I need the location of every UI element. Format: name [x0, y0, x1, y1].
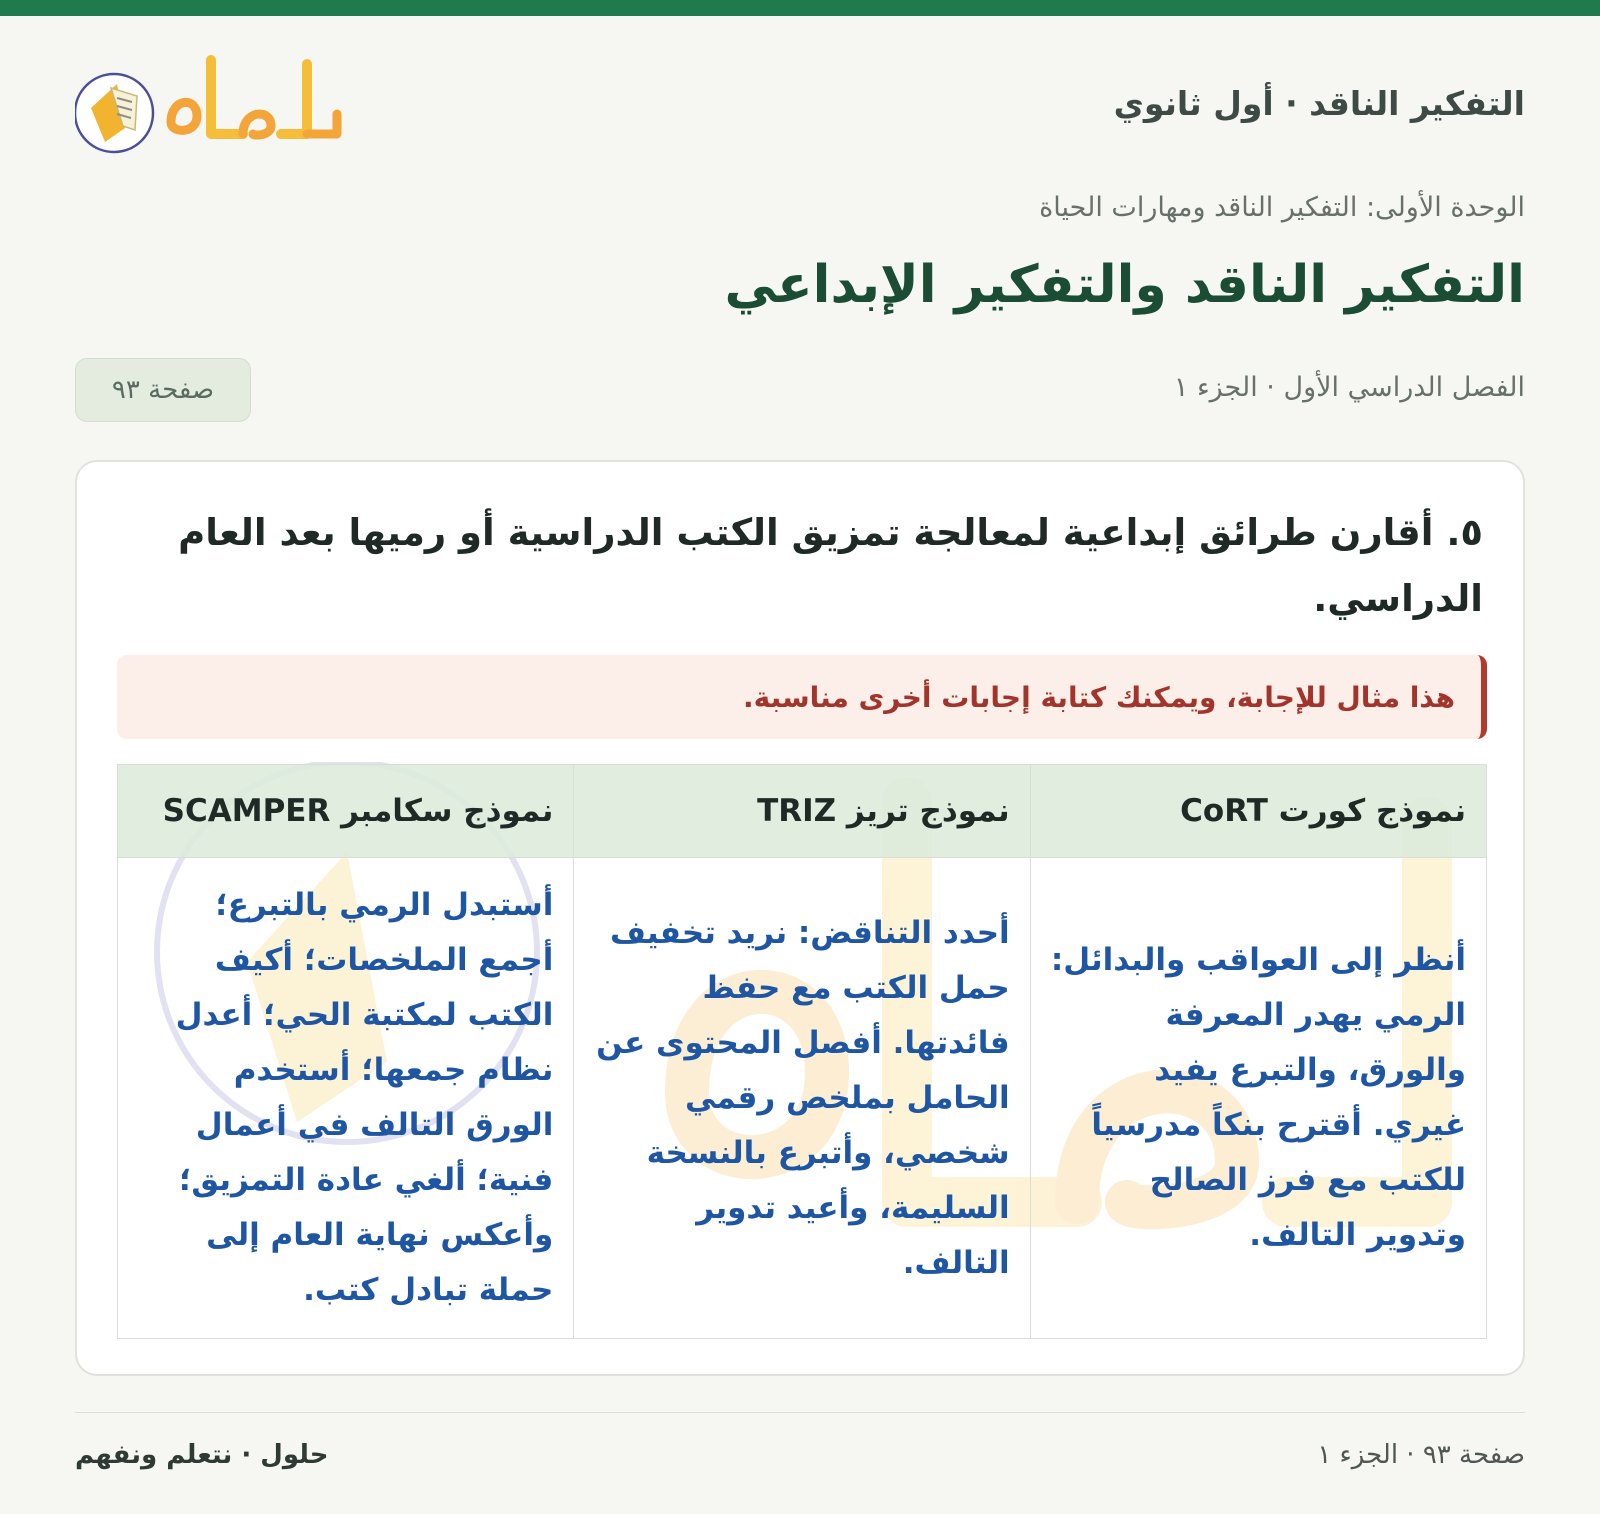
page-number-badge: صفحة ٩٣ [75, 358, 251, 422]
course-title: التفكير الناقد · أول ثانوي [1113, 84, 1525, 123]
question-text: ٥. أقارن طرائق إبداعية لمعالجة تمزيق الكتب الدراسية أو رميها بعد العام الدراسي. [178, 511, 1483, 620]
header-triz: نموذج تريز TRIZ [574, 765, 1030, 858]
lesson-title: التفكير الناقد والتفكير الإبداعي [724, 255, 1525, 315]
cell-triz: أحدد التناقض: نريد تخفيف حمل الكتب مع حفظ فائدتها. أفصل المحتوى عن الحامل بملخص رقمي شخصي، وأتبرع بالنسخة السليمة، وأعيد تدوير التالف. [574, 858, 1030, 1339]
cell-scamper: أستبدل الرمي بالتبرع؛ أجمع الملخصات؛ أكيف الكتب لمكتبة الحي؛ أعدل نظام جمعها؛ أستخدم الورق التالف في أعمال فنية؛ ألغي عادة التمزيق؛ وأعكس نهاية العام إلى حملة تبادل كتب. [118, 858, 574, 1339]
note-text: هذا مثال للإجابة، ويمكنك كتابة إجابات أخرى مناسبة. [743, 680, 1455, 714]
comparison-table [117, 764, 1487, 1339]
question-card [75, 460, 1525, 1376]
header-scamper: نموذج سكامبر SCAMPER [118, 765, 574, 858]
cell-cort: أنظر إلى العواقب والبدائل: الرمي يهدر المعرفة والورق، والتبرع يفيد غيري. أقترح بنكاً مدرسياً للكتب مع فرز الصالح وتدوير التالف. [1030, 858, 1486, 1339]
logo-wordmark [171, 60, 337, 135]
page-header [75, 50, 1525, 160]
footer-tagline: حلول · نتعلم ونفهم [75, 1440, 329, 1470]
answer-note [117, 655, 1487, 739]
footer-divider [75, 1412, 1525, 1413]
table-row [118, 858, 1487, 1339]
top-accent-bar [0, 0, 1600, 16]
hulul-logo[interactable] [75, 50, 345, 160]
semester-info: الفصل الدراسي الأول · الجزء ١ [1173, 372, 1525, 403]
table-header-row [118, 765, 1487, 858]
header-cort: نموذج كورت CoRT [1030, 765, 1486, 858]
unit-breadcrumb: الوحدة الأولى: التفكير الناقد ومهارات الحياة [1039, 192, 1525, 223]
footer-page-info: صفحة ٩٣ · الجزء ١ [1317, 1440, 1525, 1470]
